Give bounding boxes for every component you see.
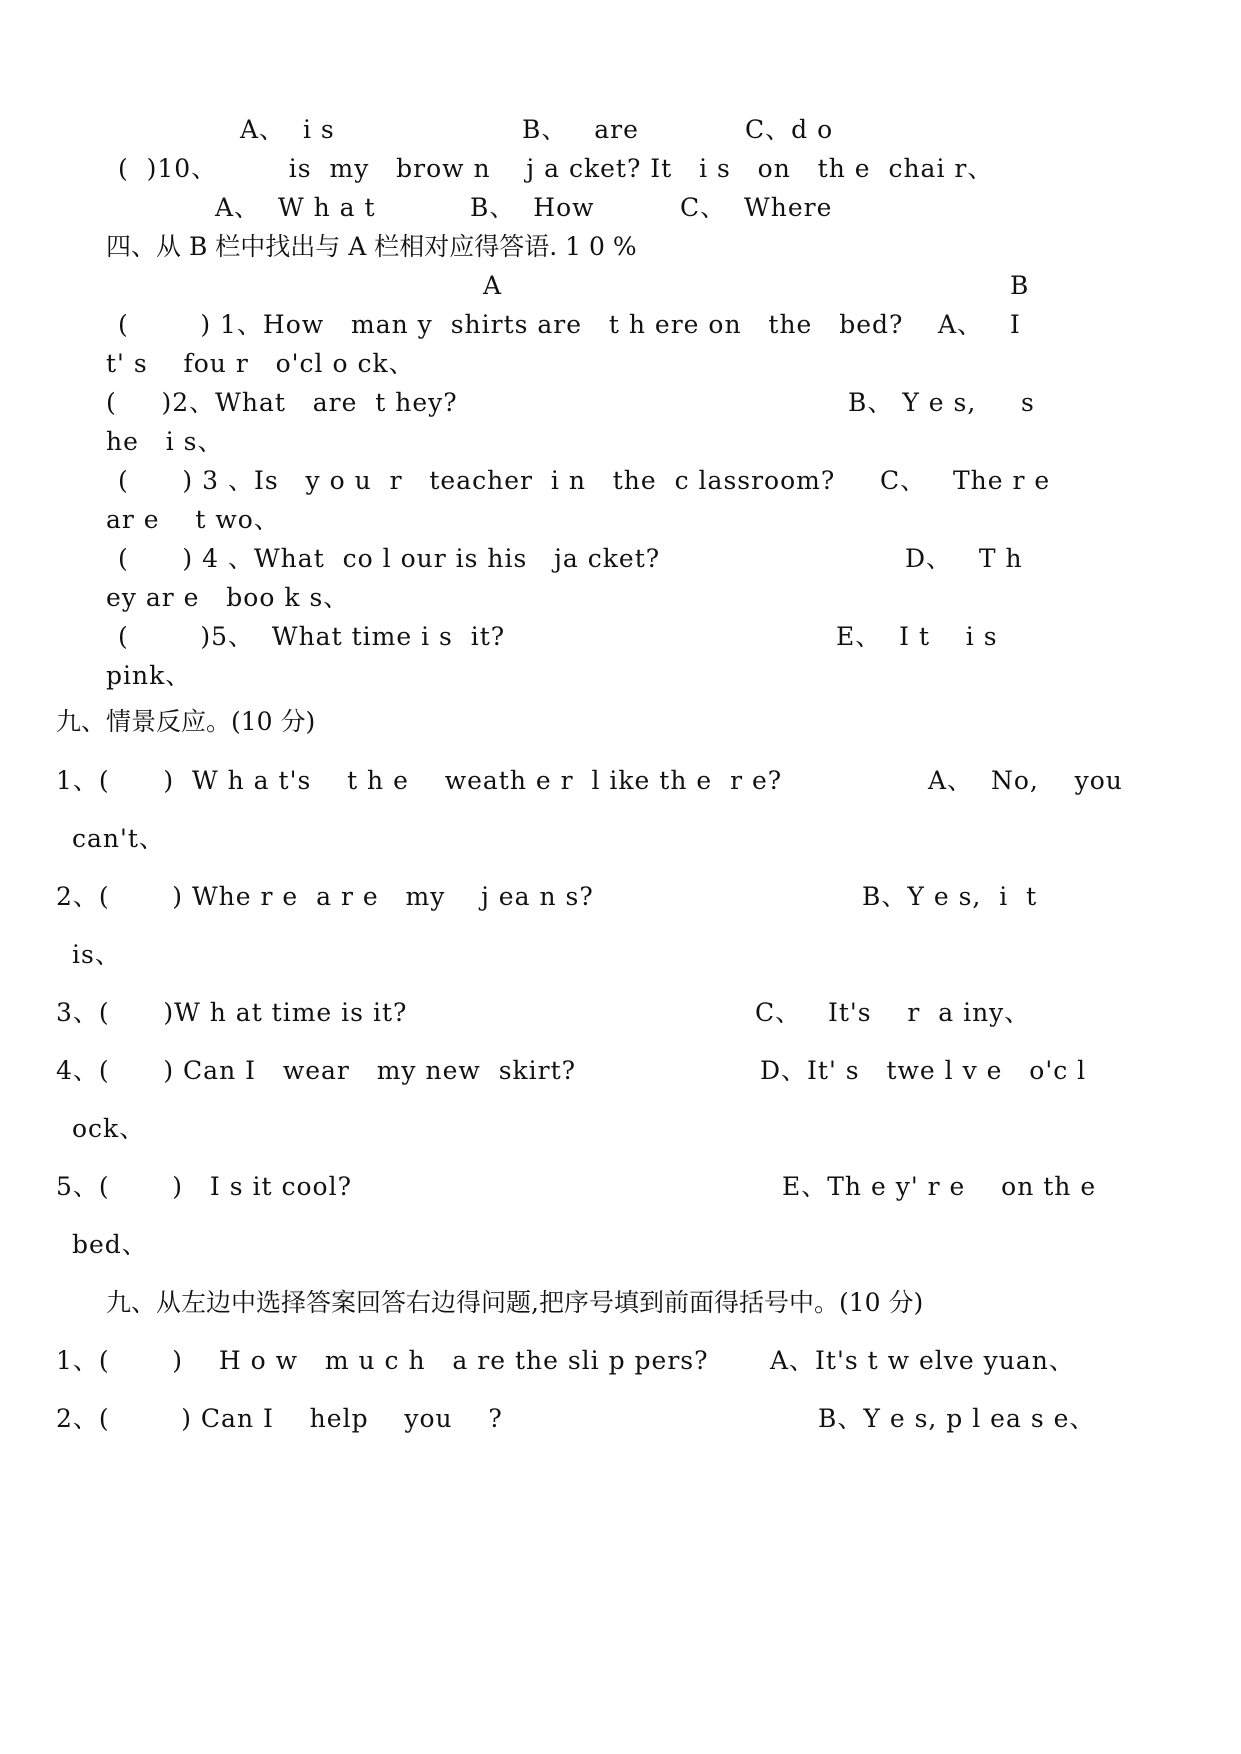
section4-item-2-answer: B、 Y e s, s (848, 388, 1035, 417)
section9b-heading: 九、从左边中选择答案回答右边得问题,把序号填到前面得括号中。(10 分) (106, 1288, 924, 1317)
section9a-item-2-question: 2、( ) Whe r e a r e my j ea n s? (56, 882, 594, 911)
section9a-item-5-answer: E、Th e y' r e on th e (782, 1172, 1097, 1201)
section9b-item-2-answer: B、Y e s, p l ea s e、 (818, 1404, 1096, 1433)
section4-item-2-question: ( )2、What are t hey? (106, 388, 458, 417)
q9-option-b: B、 are (522, 115, 639, 144)
section4-item-4-answer: D、 T h (905, 544, 1023, 573)
section4-item-4-question: ( ) 4 、What co l our is his ja cket? (118, 544, 661, 573)
section9b-item-1-answer: A、It's t w elve yuan、 (770, 1346, 1075, 1375)
q10-stem: ( )10、 is my brow n j a cket? It i s on th e chai r、 (118, 154, 994, 183)
section9a-item-3-answer: C、 It's r a iny、 (755, 998, 1031, 1027)
section9b-item-2-question: 2、( ) Can I help you ? (56, 1404, 503, 1433)
section9a-item-1-answer: A、 No, you (928, 766, 1123, 795)
section9b-item-1-question: 1、( ) H o w m u c h a re the sli p pers? (56, 1346, 709, 1375)
section9a-item-4-wrap: ock、 (72, 1114, 146, 1143)
section4-item-5-question: ( )5、 What time i s it? (118, 622, 506, 651)
q10-option-a: A、 W h a t (215, 193, 376, 222)
section4-item-3-question: ( ) 3 、Is y o u r teacher i n the c lassroom? (118, 466, 836, 495)
section4-item-5-answer: E、 I t i s (836, 622, 998, 651)
section9a-item-4-question: 4、( ) Can I wear my new skirt? (56, 1056, 577, 1085)
section4-item-4-wrap: ey ar e boo k s、 (106, 583, 350, 612)
section9a-item-5-wrap: bed、 (72, 1230, 148, 1259)
section9a-heading: 九、情景反应。(10 分) (56, 707, 316, 736)
q10-option-c: C、 Where (680, 193, 833, 222)
q10-option-b: B、 How (470, 193, 595, 222)
section9a-item-1-wrap: can't、 (72, 824, 165, 853)
section9a-item-2-wrap: is、 (72, 940, 121, 969)
section9a-item-4-answer: D、It' s twe l v e o'c l (760, 1056, 1087, 1085)
section4-item-1-wrap: t' s fou r o'cl o ck、 (106, 349, 415, 378)
q9-option-c: C、d o (745, 115, 834, 144)
section4-item-3-wrap: ar e t wo、 (106, 505, 280, 534)
section9a-item-2-answer: B、Y e s, i t (862, 882, 1038, 911)
section4-col-b-label: B (1010, 271, 1029, 300)
section4-item-5-wrap: pink、 (106, 661, 192, 690)
section4-item-1-answer: A、 I (938, 310, 1021, 339)
section4-col-a-label: A (483, 271, 502, 300)
section4-item-2-wrap: he i s、 (106, 427, 224, 456)
section9a-item-5-question: 5、( ) I s it cool? (56, 1172, 352, 1201)
section4-item-3-answer: C、 The r e (880, 466, 1051, 495)
section9a-item-3-question: 3、( )W h at time is it? (56, 998, 408, 1027)
q9-option-a: A、 i s (240, 115, 335, 144)
section4-item-1-question: ( ) 1、How man y shirts are t h ere on the bed? (118, 310, 904, 339)
section9a-item-1-question: 1、( ) W h a t's t h e weath e r l ike th e r e? (56, 766, 783, 795)
section4-heading: 四、从 B 栏中找出与 A 栏相对应得答语. 1 0 % (106, 232, 637, 261)
